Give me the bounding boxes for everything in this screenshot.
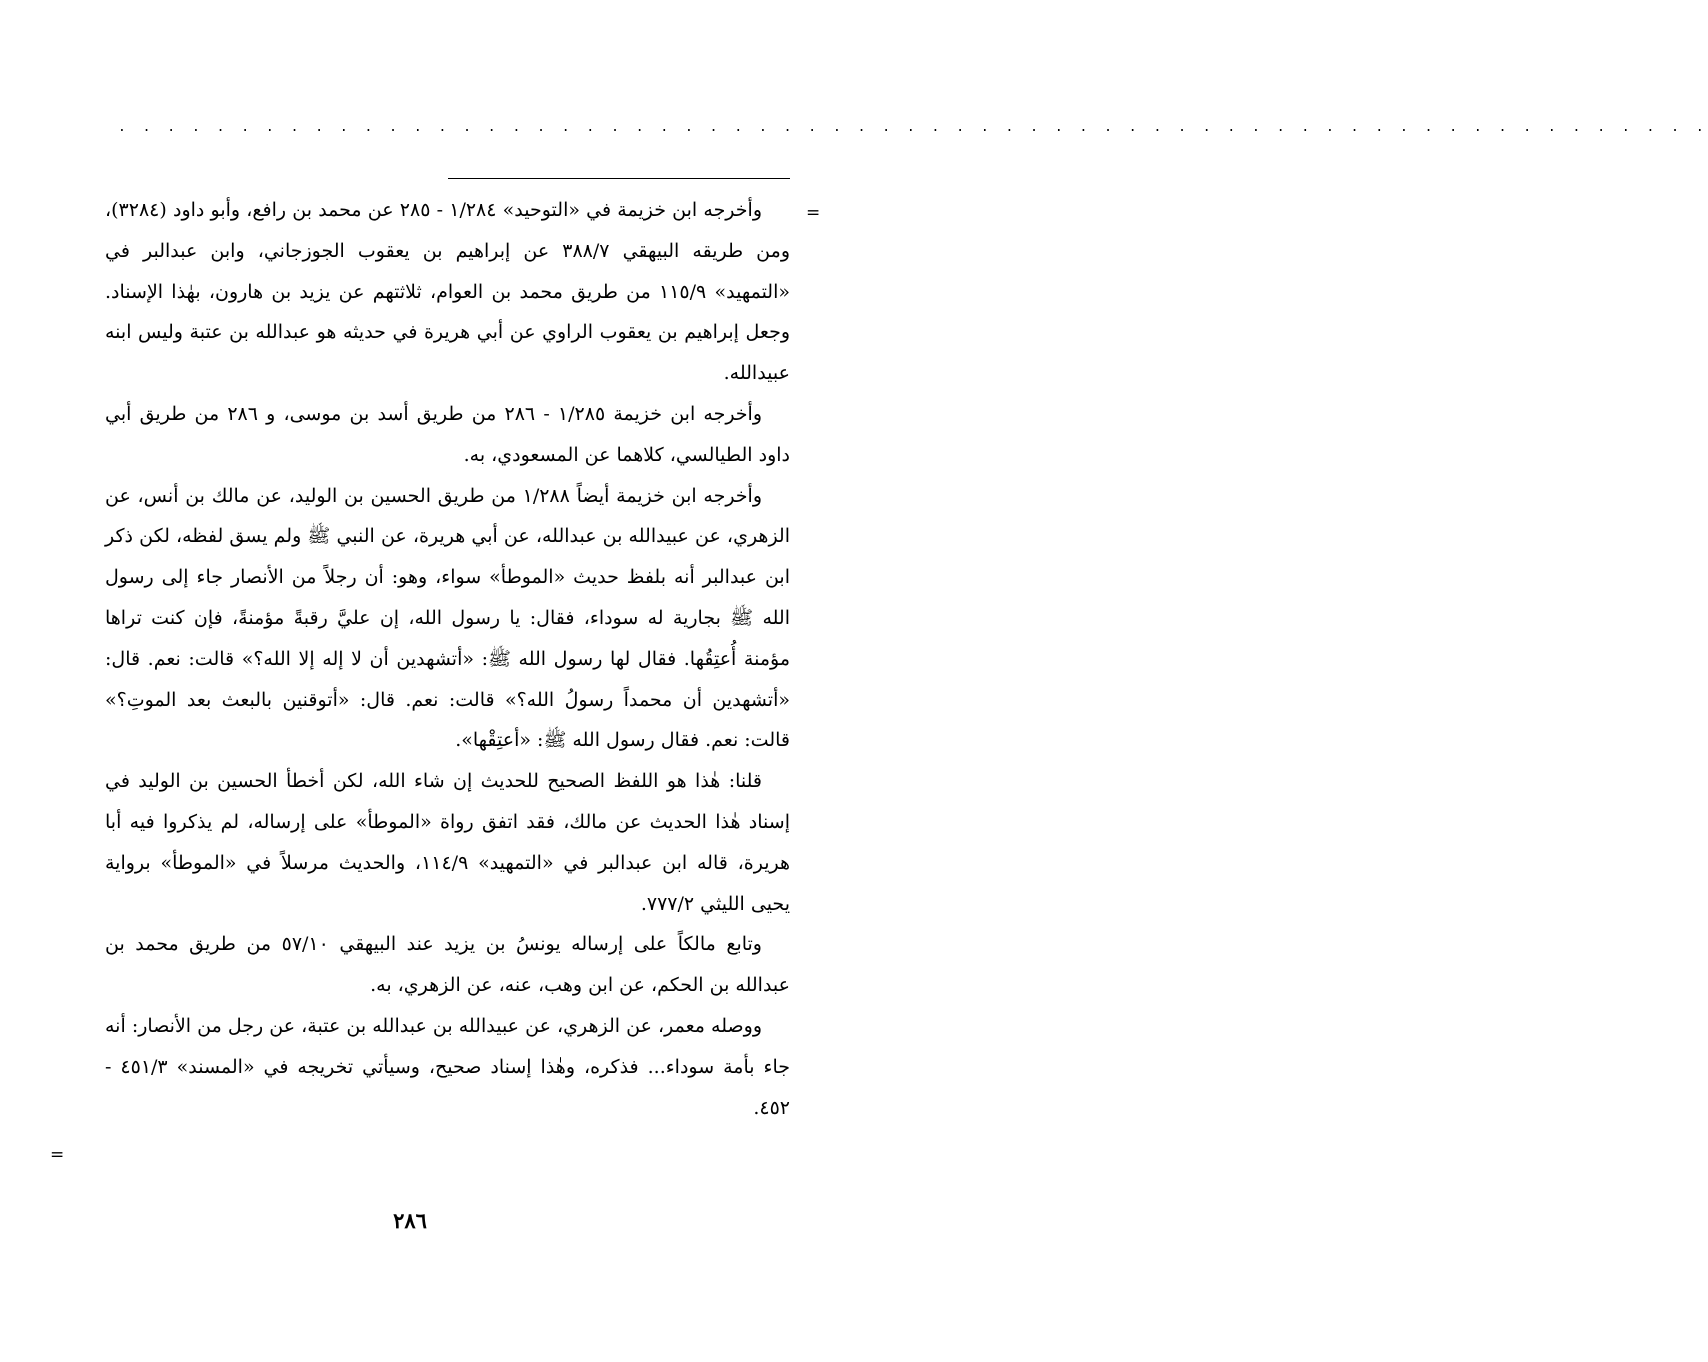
paragraph-5: وتابع مالكاً على إرساله يونسُ بن يزيد عند البيهقي ٥٧/١٠ من طريق محمد بن عبدالله بن الحكم، عن ابن وهب، عنه، عن الزهري، به.: [105, 933, 790, 997]
paragraph-1: وأخرجه ابن خزيمة في «التوحيد» ١/٢٨٤ - ٢٨٥ عن محمد بن رافع، وأبو داود (٣٢٨٤)، ومن طريقه البيهقي ٣٨٨/٧ عن إبراهيم بن يعقوب الجوزجاني، وابن عبدالبر في «التمهيد» ١١٥/٩ من طريق محمد بن العوام، ثلاثتهم عن يزيد بن هارون، بهٰذا الإسناد. وجعل إبراهيم بن يعقوب الراوي عن أبي هريرة في حديثه هو عبدالله بن عتبة وليس ابنه عبيدالله.: [105, 199, 791, 385]
separator-dots: . . . . . . . . . . . . . . . . . . . . . . . . . . . . . . . . . . . . . . . . . . . . . . . . . . . . . . . . . . . . . . . . .: [118, 120, 1708, 135]
continuation-mark-top: =: [806, 203, 821, 223]
paragraph-4: قلنا: هٰذا هو اللفظ الصحيح للحديث إن شاء الله، لكن أخطأ الحسين بن الوليد في إسناد هٰذا الحديث عن مالك، فقد اتفق رواة «الموطأ» على إرساله، لم يذكروا فيه أبا هريرة، قاله ابن عبدالبر في «التمهيد» ١١٤/٩، والحديث مرسلاً في «الموطأ» برواية يحيى الليثي ٧٧٧/٢.: [105, 770, 790, 915]
paragraph-3: وأخرجه ابن خزيمة أيضاً ١/٢٨٨ من طريق الحسين بن الوليد، عن مالك بن أنس، عن الزهري، عن عبيدالله بن عبدالله، عن أبي هريرة، عن النبي ﷺ ولم يسق لفظه، لكن ذكر ابن عبدالبر أنه بلفظ حديث «الموطأ» سواء، وهو: أن رجلاً من الأنصار جاء إلى رسول الله ﷺ بجارية له سوداء، فقال: يا رسول الله، إن عليَّ رقبةً مؤمنةً، فإن كنت تراها مؤمنة أُعتِقُها. فقال لها رسول الله ﷺ: «أتشهدين أن لا إله إلا الله؟» قالت: نعم. قال: «أتشهدين أن محمداً رسولُ الله؟» قالت: نعم. قال: «أتوقنين بالبعث بعد الموتِ؟» قالت: نعم. فقال رسول الله ﷺ: «أعتِقْها».: [105, 484, 790, 752]
footnote-text: [105, 190, 790, 1128]
paragraph-6: ووصله معمر، عن الزهري، عن عبيدالله بن عبدالله بن عتبة، عن رجل من الأنصار: أنه جاء بأمة سوداء... فذكره، وهٰذا إسناد صحيح، وسيأتي تخريجه في «المسند» ٤٥١/٣ - ٤٥٢.: [105, 1014, 790, 1119]
page-number: ٢٨٦: [393, 1208, 427, 1233]
continuation-mark-bottom: =: [50, 1145, 65, 1165]
paragraph-2: وأخرجه ابن خزيمة ١/٢٨٥ - ٢٨٦ من طريق أسد بن موسى، و ٢٨٦ من طريق أبي داود الطيالسي، كلاهما عن المسعودي، به.: [105, 402, 790, 466]
footnote-rule: [448, 178, 790, 179]
